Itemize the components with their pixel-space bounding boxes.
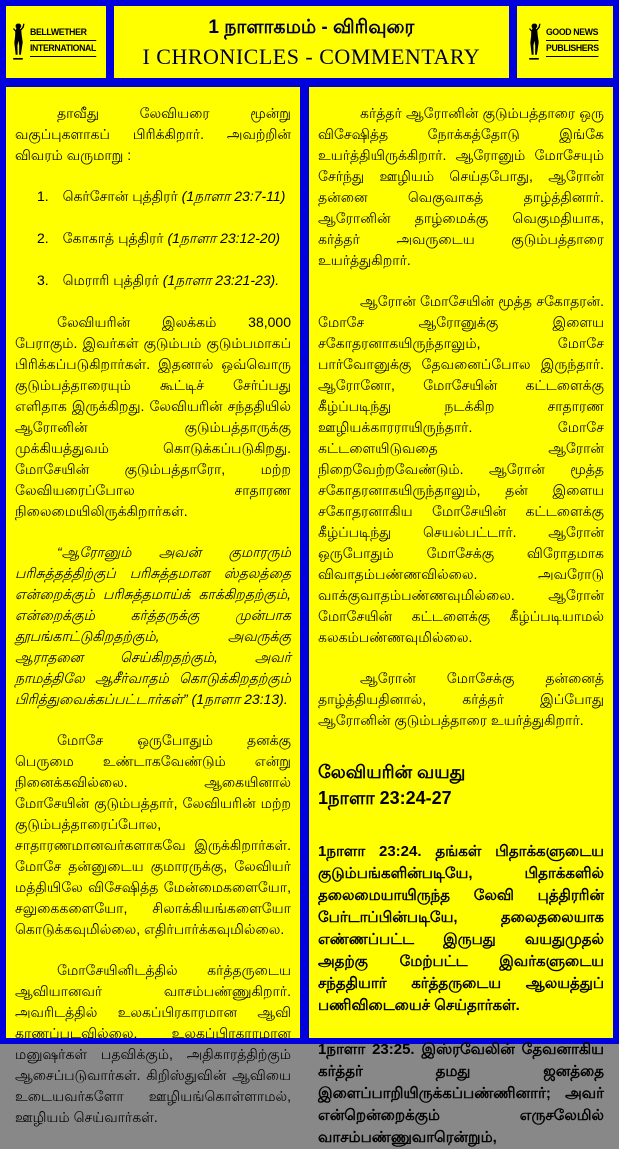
list-text: கெர்சோன் புத்திரர் — [62, 188, 178, 204]
page-body — [6, 87, 613, 1146]
list-item — [29, 228, 291, 249]
good-news-publishers-logo — [517, 6, 613, 78]
bell-ringer-icon — [10, 19, 26, 65]
bible-verse-paragraph: 1நாளா 23:24. தங்கள் பிதாக்களுடைய குடும்பங்களின்படியே, பிதாக்களில் தலைமையாயிருந்த லேவி புத்திரரின் பேர்டாப்பின்படியே, தலைதலையாக எண்ணப்பட்ட இருபது வயதுமுதல் அதற்கு மேற்பட்ட இவர்களுடைய சந்ததியார் கர்த்தருடைய ஆலயத்துப் பணிவிடையைச் செய்தார்கள். — [318, 843, 604, 1014]
list-number: 2. — [37, 230, 49, 246]
intro-paragraph: தாவீது லேவியரை மூன்று வகுப்புகளாகப் பிரிக்கிறார். அவற்றின் விவரம் வருமாறு : — [15, 105, 291, 163]
commentary-paragraph: மோசே ஒருபோதும் தனக்கு பெருமை உண்டாகவேண்டும் என்று நினைக்கவில்லை. ஆகையினால் மோசேயின் குடும்பத்தார், லேவியரின் மற்ற குடும்பத்தாரைப்போல, சாதாரணமானவர்களாகவே இருக்கிறார்கள். மோசே தன்னுடைய குமாரருக்கு, லேவியர் மத்தியிலே விசேஷித்த மேன்மைகளையோ, சலுகைகளையோ, சிலாக்கியங்களையோ கொடுக்கவுமில்லை, எதிர்பார்க்கவுமில்லை. — [15, 732, 291, 937]
commentary-paragraph: ஆரோன் மோசேயின் மூத்த சகோதரன். மோசே ஆரோனுக்கு இளைய சகோதரனாகயிருந்தாலும், மோசே பார்வோனுக்கு தேவனைப்போல இருந்தார். ஆரோனோ, மோசேயின் கட்டளைக்கு கீழ்ப்படிந்து நடக்கிற சாதாரண ஊழியக்காரராயிருந்தார். மோசே கட்டளையிடுவதை ஆரோன் நிறைவேற்றவேண்டும். ஆரோன் மூத்த சகோதரனாகயிருந்தாலும், தன் இளைய சகோதரனாகிய மோசேயின் கட்டளைக்கு கீழ்ப்படிந்து செயல்பட்டார். ஆரோன் ஒருபோதும் மோசேக்கு விரோதமாக விவாதம்பண்ணவில்லை. அவரோடு வாக்குவாதம்பண்ணவுமில்லை. ஆரோன் மோசேயின் கட்டளைக்கு கீழ்ப்படியாமல் கலகம்பண்ணவுமில்லை. — [318, 293, 604, 645]
logo-line-1: GOOD NEWS — [546, 27, 599, 41]
page-title-english: I CHRONICLES - COMMENTARY — [142, 43, 481, 69]
list-item — [29, 270, 291, 291]
list-text: மெராரி புத்திரர் — [62, 272, 159, 288]
list-number: 3. — [37, 272, 49, 288]
commentary-paragraph: மோசேயினிடத்தில் கர்த்தருடைய ஆவியானவர் வாசம்பண்ணுகிறார். அவரிடத்தில் உலகப்பிரகாரமான ஆவி காணப்படவில்லை. உலகப்பிரகாரமான மனுஷர்கள் பதவிக்கும், அதிகாரத்திற்கும் ஆசைப்படுவார்கள். கிறிஸ்துவின் ஆவியை உடையவர்களோ ஊழியங்கொள்ளாமல், ஊழியம் செய்வார்கள். — [15, 962, 291, 1125]
levite-divisions-list — [29, 186, 291, 291]
bell-ringer-icon — [526, 19, 542, 65]
section-heading — [318, 759, 604, 811]
page-header — [6, 6, 613, 78]
section-heading-reference: 1நாளா 23:24-27 — [318, 788, 452, 808]
logo-line-2: PUBLISHERS — [546, 43, 599, 57]
scripture-reference: (1நாளா 23:12-20) — [167, 230, 281, 246]
commentary-paragraph: ஆரோன் மோசேக்கு தன்னைத் தாழ்த்தியதினால், கர்த்தர் இப்போது ஆரோனின் குடும்பத்தாரை உயர்த்துகிறார். — [318, 670, 604, 728]
list-item — [29, 186, 291, 207]
list-number: 1. — [37, 188, 49, 204]
bible-verse-paragraph: 1நாளா 23:25. இஸ்ரவேலின் தேவனாகிய கர்த்தர் தமது ஜனத்தை இளைப்பாறியிருக்கப்பண்ணினார்; அவர் என்றென்றைக்கும் எருசலேமில் வாசம்பண்ணுவாரென்றும், — [318, 1041, 604, 1146]
list-text: கோகாத் புத்திரர் — [62, 230, 164, 246]
title-box — [114, 6, 509, 78]
scripture-reference: (1நாளா 23:21-23). — [162, 272, 280, 288]
scripture-quote-paragraph: “ஆரோனும் அவன் குமாரரும் பரிசுத்தத்திற்குப் பரிசுத்தமான ஸ்தலத்தை என்றைக்கும் பரிசுத்தமாய்க் காக்கிறதற்கும், என்றைக்கும் கர்த்தருக்கு முன்பாக தூபங்காட்டுகிறதற்கும், அவருக்கு ஆராதனை செய்கிறதற்கும், அவர் நாமத்திலே ஆசீர்வாதம் கொடுக்கிறதற்கும் பிரித்துவைக்கப்பட்டார்கள்” (1நாளா 23:13). — [15, 544, 291, 707]
good-news-logo-text — [546, 27, 603, 57]
commentary-paragraph: லேவியரின் இலக்கம் 38,000 பேராகும். இவர்கள் குடும்பம் குடும்பமாகப் பிரிக்கப்படுகிறார்கள். இதனால் ஒவ்வொரு குடும்பத்தாரையும் கூட்டிச் சேர்ப்பது எளிதாக இருக்கிறது. லேவியரின் சந்ததியில் ஆரோனின் குடும்பத்தாருக்கு முக்கியத்துவம் கொடுக்கப்படுகிறது. மோசேயின் குடும்பத்தாரோ, மற்ற லேவியரைப்போல சாதாரண நிலைமையிலிருக்கிறார்கள். — [15, 314, 291, 519]
logo-line-2: INTERNATIONAL — [30, 43, 96, 57]
right-column — [309, 87, 613, 1146]
logo-line-1: BELLWETHER — [30, 27, 96, 41]
bellwether-logo-text — [30, 27, 102, 57]
bellwether-logo — [6, 6, 106, 78]
left-column — [6, 87, 300, 1125]
page-title-tamil: 1 நாளாகமம் - விரிவுரை — [208, 16, 415, 38]
section-heading-title: லேவியரின் வயது — [318, 762, 466, 782]
commentary-paragraph: கர்த்தர் ஆரோனின் குடும்பத்தாரை ஒரு விசேஷித்த நோக்கத்தோடு இங்கே உயர்த்தியிருக்கிறார். ஆரோனும் மோசேயும் சேர்ந்து ஊழியம் செய்தபோது, ஆரோன் தன்னை வெகுவாகத் தாழ்த்தினார். ஆரோனின் தாழ்மைக்கு வெகுமதியாக, கர்த்தர் அவருடைய குடும்பத்தாரை உயர்த்துகிறார். — [318, 105, 604, 268]
scripture-reference: (1நாளா 23:7-11) — [181, 188, 286, 204]
